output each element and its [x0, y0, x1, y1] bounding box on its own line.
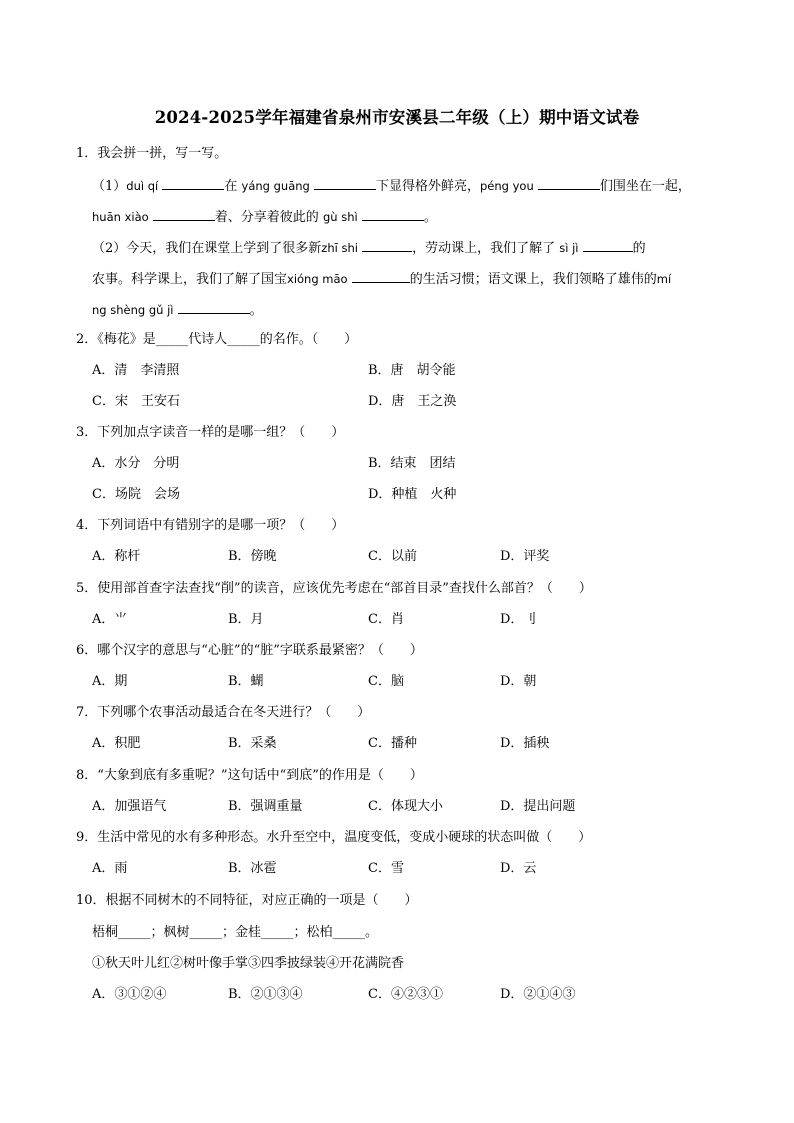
- answer-blank[interactable]: [538, 176, 600, 190]
- answer-blank[interactable]: [362, 238, 412, 252]
- text: 着、分享着彼此的: [214, 210, 319, 225]
- question-6-option-b[interactable]: B．蝴: [228, 674, 264, 689]
- part-label: （1）: [92, 179, 127, 194]
- pinyin: ng shèng gǔ jì: [92, 303, 174, 317]
- answer-blank[interactable]: [583, 238, 633, 252]
- question-5-option-a[interactable]: A．⺌: [92, 612, 128, 627]
- question-9-option-c[interactable]: C．雪: [368, 861, 404, 876]
- question-7-option-a[interactable]: A．积肥: [92, 736, 141, 751]
- question-7-option-d[interactable]: D．插秧: [500, 736, 550, 751]
- question-5-option-d[interactable]: D．刂: [500, 612, 537, 627]
- question-2-option-a[interactable]: A．清 李清照: [92, 363, 180, 378]
- question-3-stem: 3．下列加点字读音一样的是哪一组？（ ）: [76, 425, 345, 440]
- answer-blank[interactable]: [362, 207, 424, 221]
- question-10-stem: 10．根据不同树木的不同特征，对应正确的一项是（ ）: [76, 893, 418, 908]
- question-10-option-b[interactable]: B．②①③④: [228, 987, 303, 1002]
- text: 们围坐在一起，: [599, 179, 691, 194]
- question-6-option-c[interactable]: C．脑: [368, 674, 404, 689]
- answer-blank[interactable]: [178, 300, 250, 314]
- answer-blank[interactable]: [352, 269, 410, 283]
- question-2-option-c[interactable]: C．宋 王安石: [92, 394, 180, 409]
- question-10-option-c[interactable]: C．④②③①: [368, 987, 443, 1002]
- question-10-features: ①秋天叶儿红②树叶像手掌③四季披绿装④开花满院香: [92, 956, 405, 971]
- pinyin: mí: [656, 272, 672, 286]
- pinyin: péng you: [480, 179, 534, 193]
- answer-blank[interactable]: [162, 176, 224, 190]
- answer-blank[interactable]: [314, 176, 376, 190]
- question-1-part-2-line-3: [92, 300, 263, 320]
- question-6-option-a[interactable]: A．期: [92, 674, 128, 689]
- question-3-option-c[interactable]: C．场院 会场: [92, 487, 180, 502]
- question-4-stem: 4．下列词语中有错别字的是哪一项？（ ）: [76, 518, 345, 533]
- pinyin: huān xiào: [92, 210, 149, 224]
- answer-blank[interactable]: [153, 207, 215, 221]
- question-7-option-b[interactable]: B．采桑: [228, 736, 277, 751]
- question-4-option-b[interactable]: B．傍晚: [228, 549, 277, 564]
- question-1-stem: 1．我会拼一拼，写一写。: [76, 146, 228, 161]
- pinyin: duì qí: [126, 179, 159, 193]
- pinyin: zhī shi: [321, 241, 358, 255]
- question-8-stem: 8．“大象到底有多重呢？”这句话中“到底”的作用是（ ）: [76, 768, 423, 783]
- text: 的生活习惯；语文课上，我们领略了雄伟的: [409, 272, 657, 287]
- question-8-option-a[interactable]: A．加强语气: [92, 799, 167, 814]
- pinyin: sì jì: [559, 241, 579, 255]
- question-1-part-2-line-2: [92, 269, 671, 289]
- question-6-stem: 6．哪个汉字的意思与“心脏”的“脏”字联系最紧密？（ ）: [76, 643, 423, 658]
- question-5-option-c[interactable]: C．肖: [368, 612, 404, 627]
- text: 。: [249, 303, 263, 318]
- text: ，劳动课上，我们了解了: [412, 241, 556, 256]
- question-10-option-a[interactable]: A．③①②④: [92, 987, 167, 1002]
- question-8-option-b[interactable]: B．强调重量: [228, 799, 303, 814]
- question-5-option-b[interactable]: B．月: [228, 612, 264, 627]
- question-7-stem: 7．下列哪个农事活动最适合在冬天进行？（ ）: [76, 705, 371, 720]
- text: （2）今天，我们在课堂上学到了很多新: [92, 241, 322, 256]
- question-3-option-b[interactable]: B．结束 团结: [368, 456, 456, 471]
- text: 。: [423, 210, 437, 225]
- question-6-option-d[interactable]: D．朝: [500, 674, 537, 689]
- text: 的: [632, 241, 646, 256]
- question-9-option-b[interactable]: B．冰雹: [228, 861, 277, 876]
- question-4-option-d[interactable]: D．评奖: [500, 549, 550, 564]
- question-2-stem: 2．《梅花》是_____代诗人_____的名作。（ ）: [76, 332, 358, 347]
- question-3-option-a[interactable]: A．水分 分明: [92, 456, 180, 471]
- question-9-option-a[interactable]: A．雨: [92, 861, 128, 876]
- pinyin: yáng guāng: [241, 179, 310, 193]
- question-1-part-1-line-1: [92, 176, 691, 196]
- question-1-part-1-line-2: [92, 207, 437, 227]
- question-4-option-c[interactable]: C．以前: [368, 549, 417, 564]
- question-10-option-d[interactable]: D．②①④③: [500, 987, 576, 1002]
- question-1-part-2-line-1: [92, 238, 646, 258]
- pinyin: gù shì: [322, 210, 358, 224]
- page-title: 2024-2025学年福建省泉州市安溪县二年级（上）期中语文试卷: [154, 108, 640, 127]
- pinyin: xióng māo: [287, 272, 348, 286]
- question-5-stem: 5．使用部首查字法查找“削”的读音，应该优先考虑在“部首目录”查找什么部首？（ ）: [76, 581, 592, 596]
- question-2-option-b[interactable]: B．唐 胡令能: [368, 363, 456, 378]
- question-8-option-c[interactable]: C．体现大小: [368, 799, 443, 814]
- question-8-option-d[interactable]: D．提出问题: [500, 799, 576, 814]
- question-7-option-c[interactable]: C．播种: [368, 736, 417, 751]
- text: 在: [224, 179, 238, 194]
- question-2-option-d[interactable]: D．唐 王之涣: [368, 394, 457, 409]
- question-3-option-d[interactable]: D．种植 火种: [368, 487, 457, 502]
- text: 下显得格外鲜亮，: [375, 179, 480, 194]
- question-9-stem: 9．生活中常见的水有多种形态。水升至空中，温度变低，变成小硬球的状态叫做（ ）: [76, 830, 592, 845]
- question-9-option-d[interactable]: D．云: [500, 861, 537, 876]
- question-10-prompt: 梧桐_____；枫树_____；金桂_____；松柏_____。: [92, 925, 379, 940]
- text: 农事。科学课上，我们了解了国宝: [92, 272, 288, 287]
- question-4-option-a[interactable]: A．称杆: [92, 549, 141, 564]
